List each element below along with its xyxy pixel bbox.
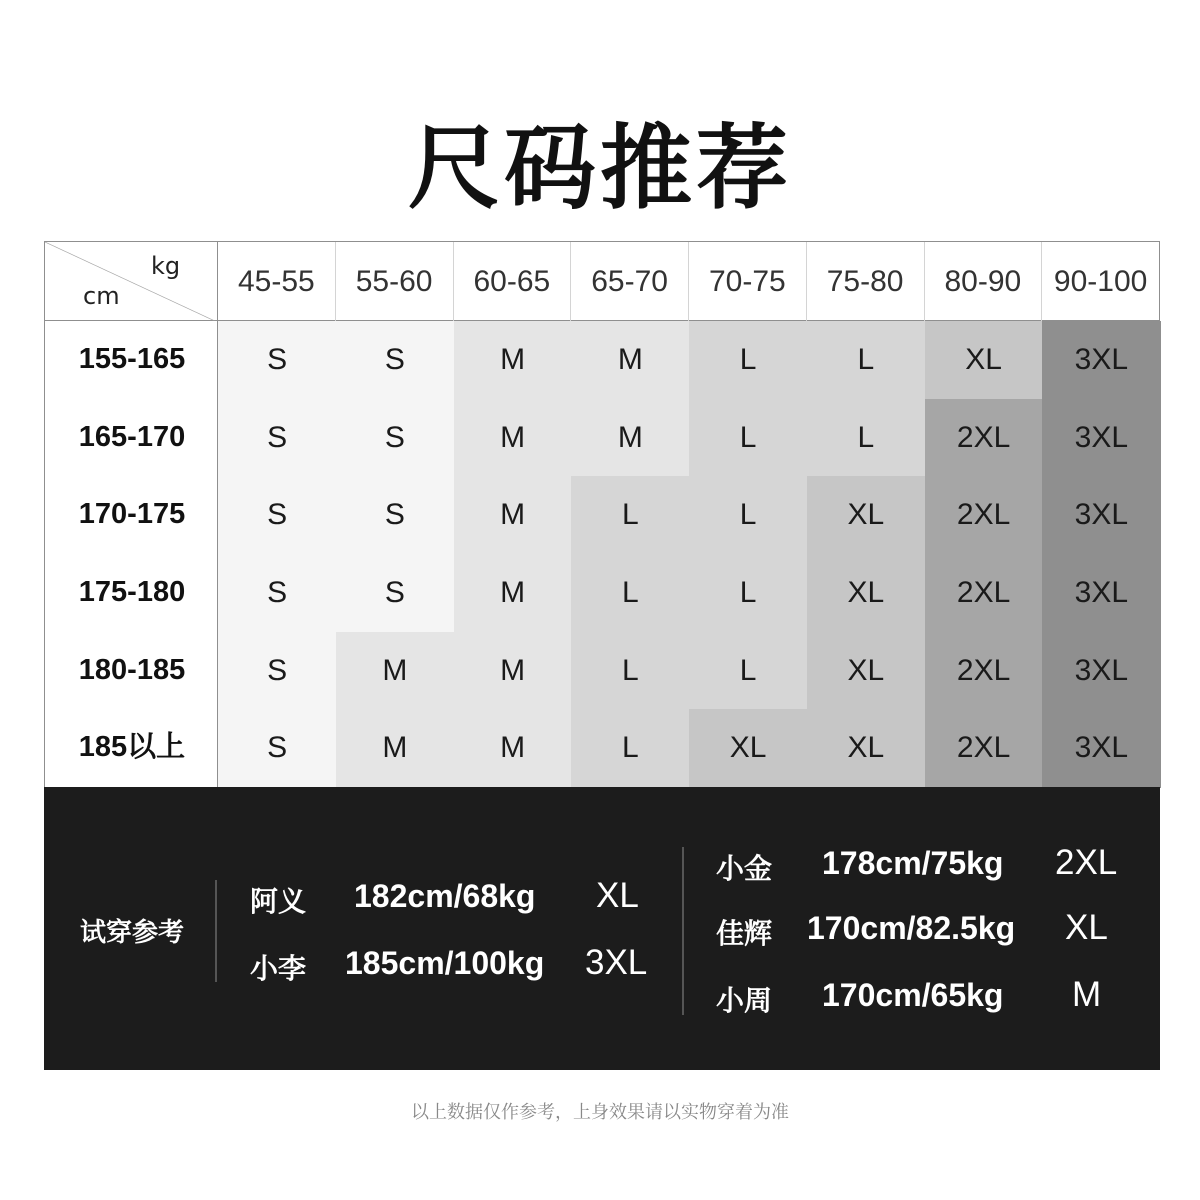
size-cell: M (571, 321, 689, 399)
size-cell: 2XL (925, 399, 1043, 477)
ref-name: 小金 (716, 852, 773, 885)
size-cell: 2XL (925, 632, 1043, 710)
size-cell: M (336, 709, 454, 787)
size-cell: S (336, 399, 454, 477)
ref-height-weight: 185cm/100kg (345, 945, 545, 981)
size-cell: S (218, 709, 336, 787)
ref-height-weight: 170cm/65kg (822, 977, 1004, 1013)
ref-name: 小李 (250, 952, 307, 985)
ref-height-weight: 182cm/68kg (354, 878, 536, 914)
weight-header-cell: 90-100 (1042, 242, 1160, 321)
size-cell: 2XL (925, 709, 1043, 787)
size-cell: L (807, 321, 925, 399)
height-row-label: 155-165 (78, 343, 186, 375)
ref-size: XL (1065, 908, 1108, 947)
size-cell: L (807, 399, 925, 477)
divider-middle (682, 847, 684, 1015)
size-cell: XL (807, 476, 925, 554)
size-cell: S (218, 554, 336, 632)
ref-name: 小周 (716, 984, 773, 1017)
size-cell: 2XL (925, 476, 1043, 554)
ref-name: 阿义 (250, 885, 307, 918)
weight-header-cell: 60-65 (454, 242, 572, 321)
size-cell: 3XL (1042, 321, 1160, 399)
fitting-reference-label: 试穿参考 (80, 918, 185, 948)
ref-height-weight: 170cm/82.5kg (807, 910, 1016, 946)
size-cell: 3XL (1042, 476, 1160, 554)
size-cell: L (571, 632, 689, 710)
size-cell: L (689, 554, 807, 632)
size-cell: S (336, 554, 454, 632)
size-cell: S (336, 476, 454, 554)
height-row-label: 175-180 (78, 576, 186, 608)
ref-name: 佳辉 (716, 917, 773, 950)
ref-size: 2XL (1055, 843, 1118, 882)
size-cell: S (218, 399, 336, 477)
size-cell: XL (925, 321, 1043, 399)
size-cell: XL (807, 554, 925, 632)
size-cell: L (689, 632, 807, 710)
size-cell: M (454, 476, 572, 554)
height-column (44, 321, 218, 787)
size-cell: XL (689, 709, 807, 787)
disclaimer-note: 以上数据仅作参考，上身效果请以实物穿着为准 (411, 1102, 789, 1123)
ref-size: XL (596, 876, 639, 915)
size-cell: M (454, 554, 572, 632)
fitting-reference-panel (44, 787, 1160, 1070)
height-row-label: 170-175 (78, 498, 186, 531)
size-cell: S (218, 632, 336, 710)
size-table (44, 241, 1160, 787)
size-cell: S (218, 476, 336, 554)
size-cell: M (454, 632, 572, 710)
weight-header-cell: 80-90 (925, 242, 1043, 321)
size-cell: M (454, 321, 572, 399)
weight-header-cell: 55-60 (336, 242, 454, 321)
ref-size: M (1072, 975, 1102, 1014)
page-title: 尺码推荐 (407, 115, 792, 222)
height-unit-label: cm (83, 282, 120, 310)
size-cell: M (571, 399, 689, 477)
weight-header-cell: 70-75 (689, 242, 807, 321)
size-cell: 3XL (1042, 632, 1160, 710)
ref-size: 3XL (585, 943, 648, 982)
size-cell: S (218, 321, 336, 399)
height-row-label: 180-185 (78, 653, 186, 686)
size-cell: L (689, 476, 807, 554)
size-cell: M (336, 632, 454, 710)
size-cell: 2XL (925, 554, 1043, 632)
height-row-label: 165-170 (78, 420, 186, 453)
size-cell: M (454, 709, 572, 787)
weight-header-cell: 65-70 (571, 242, 689, 321)
divider-left (215, 880, 217, 982)
size-cell: M (454, 399, 572, 477)
size-cell: L (571, 554, 689, 632)
size-grid (44, 321, 1160, 787)
size-cell: XL (807, 709, 925, 787)
height-row-label: 185以上 (78, 731, 186, 764)
size-cell: L (571, 709, 689, 787)
size-cell: L (571, 476, 689, 554)
weight-header-row (44, 241, 1160, 321)
weight-header-cell: 75-80 (807, 242, 925, 321)
weight-unit-label: kg (151, 252, 181, 280)
size-cell: L (689, 321, 807, 399)
table-corner (44, 242, 218, 322)
ref-height-weight: 178cm/75kg (822, 845, 1004, 881)
size-cell: XL (807, 632, 925, 710)
size-cell: 3XL (1042, 554, 1160, 632)
size-cell: S (336, 321, 454, 399)
weight-header-cell: 45-55 (218, 242, 336, 321)
size-cell: 3XL (1042, 399, 1160, 477)
size-cell: L (689, 399, 807, 477)
size-cell: 3XL (1042, 709, 1160, 787)
